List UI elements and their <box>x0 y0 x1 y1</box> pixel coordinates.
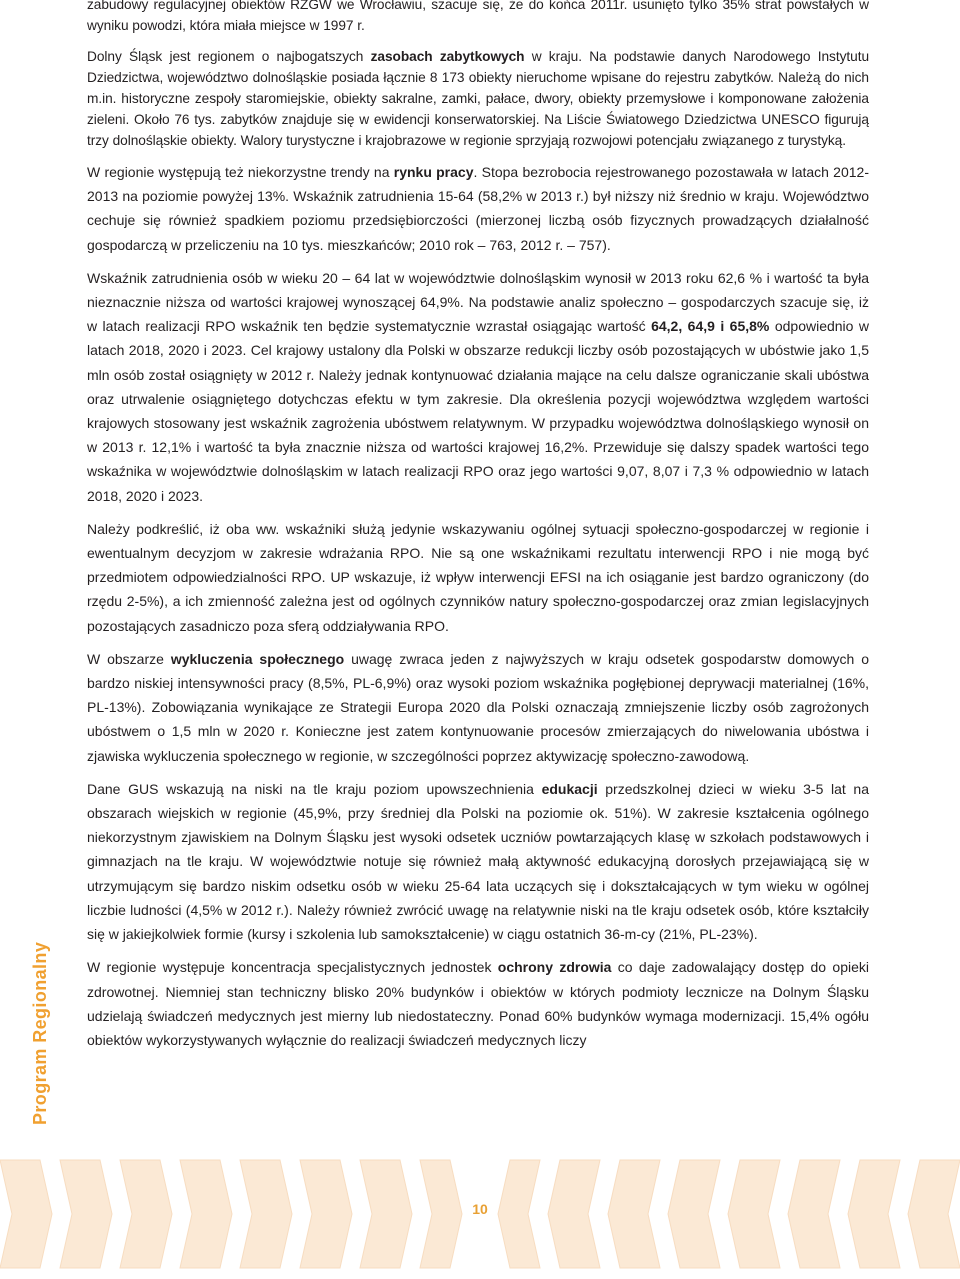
text-segment: Wskaźnik zatrudnienia osób w wieku 20 – 64 lat w województwie dolnośląskim wynosił w 2013 roku 62,6 % i wartość ta była nieznacznie niższa od wartości krajowej wynoszącej 64,9%. Na podstawie analiz społeczno – gospodarczych szacuje się, iż w latach realizacji RPO wskaźnik ten będzie systematycznie wzrastał osiągając wartość <box>87 269 869 335</box>
paragraph-indicators-note <box>87 517 869 638</box>
bold-term: edukacji <box>541 780 598 797</box>
paragraph-social-exclusion <box>87 647 869 768</box>
text-segment: zabudowy regulacyjnej obiektów RZGW we Wrocławiu, szacuje się, że do końca 2011r. usunięto tylko 35% strat powstałych w wyniku powodzi, która miała miejsce w 1997 r. <box>87 0 869 33</box>
paragraph-flood-losses <box>87 0 869 36</box>
text-segment: co daje zadowalający dostęp do opieki zdrowotnej. Niemniej stan techniczny blisko 20% budynków i obiektów w których podmioty lecznicze na Dolnym Śląsku udzielają świadczeń medycznych jest mierny lub niedostateczny. Ponad 60% budynków wymaga modernizacji. 15,4% ogółu obiektów wykorzystywanych wyłącznie do realizacji świadczeń medycznych liczy <box>87 959 869 1048</box>
text-segment: . Stopa bezrobocia rejestrowanego pozostawała w latach 2012-2013 na poziomie powyżej 13%. Wskaźnik zatrudnienia 15-64 (58,2% w 2013 r.) był niższy niż średnio w kraju. Województwo cechuje się również spadkiem poziomu przedsiębiorczości (mierzonej liczbą osób fizycznych prowadzących działalność gospodarczą w przeliczeniu na 10 tys. mieszkańców; 2010 rok – 763, 2012 r. – 757). <box>87 164 869 253</box>
decor-arrow-shape-right <box>498 1160 960 1268</box>
text-segment: W obszarze <box>87 650 171 667</box>
bold-term: wykluczenia społecznego <box>170 650 345 667</box>
paragraph-education <box>87 777 869 946</box>
paragraph-heritage <box>87 46 869 151</box>
text-segment: W regionie występuje koncentracja specjalistycznych jednostek <box>87 959 498 976</box>
text-segment: Dolny Śląsk jest regionem o najbogatszych <box>87 49 371 64</box>
bold-term: zasobach zabytkowych <box>370 49 525 64</box>
paragraph-health-care <box>87 955 869 1052</box>
text-segment: w kraju. Na podstawie danych Narodowego Instytutu Dziedzictwa, województwo dolnośląskie posiada łącznie 8 173 obiekty nieruchome wpisane do rejestru zabytków. Należą do nich m.in. historyczne zespoły staromiejskie, obiekty sakralne, zamki, pałace, dwory, obiekty przemysłowe i komponowane założenia zieleni. Około 76 tys. zabytków znajduje się w ewidencji konserwatorskiej. Na Liście Światowego Dziedzictwa UNESCO figurują trzy dolnośląskie obiekty. Walory turystyczne i krajobrazowe w regionie sprzyjają rozwojowi potencjału związanego z turystyką. <box>87 49 870 148</box>
document-body <box>87 0 869 1061</box>
text-segment: odpowiednio w latach 2018, 2020 i 2023. Cel krajowy ustalony dla Polski w obszarze redukcji liczby osób pozostających w ubóstwie jako 1,5 mln osób został osiągnięty w 2012 r. Należy jednak kontynuować działania mające na celu dalsze ograniczanie skali ubóstwa oraz utrwalenie osiągniętego dotychczas efektu w tym zakresie. Dla określenia pozycji województwa względem wartości krajowych stosowany jest wskaźnik zagrożenia ubóstwem relatywnym. W przypadku województwa dolnośląskiego wynosił on w 2013 r. 12,1% i wartość ta była znacznie niższa od wartości krajowej 16,2%. Przewiduje się dalszy spadek wartości tego wskaźnika w województwie dolnośląskim w latach realizacji RPO oraz jego wartości 9,07, 8,07 i 7,3 % odpowiednio w latach 2018, 2020 i 2023. <box>87 318 870 504</box>
bold-term: 64,2, 64,9 i 65,8% <box>651 318 770 335</box>
decor-arrow-shape <box>0 1160 462 1268</box>
bold-term: ochrony zdrowia <box>497 959 612 976</box>
paragraph-labour-market <box>87 160 869 257</box>
text-segment: Dane GUS wskazują na niski na tle kraju poziom upowszechnienia <box>87 780 542 797</box>
text-segment: przedszkolnej dzieci w wieku 3-5 lat na obszarach wiejskich w regionie (45,9%, przy średniej dla Polski na poziomie ok. 51%). W zakresie kształcenia ogólnego niekorzystnym zjawiskiem na Dolnym Śląsku jest wysoki odsetek uczniów powtarzających klasę w szkołach podstawowych i gimnazjach na tle kraju. W województwie notuje się również małą aktywność edukacyjną dorosłych przejawiającą się w utrzymującym się bardzo niskim odsetku osób w wieku 25-64 lata uczących się i dokształcających w tym wieku w ogólnej liczbie ludności (4,5% w 2012 r.). Należy również zwrócić uwagę na relatywnie niski na tle kraju odsetek osób, które kształciły się w jakiejkolwiek formie (kursy i szkolenia lub samokształcenie) w ciągu ostatnich 36-m-cy (21%, PL-23%). <box>87 780 869 943</box>
text-segment: uwagę zwraca jeden z najwyższych w kraju odsetek gospodarstw domowych o bardzo niskiej intensywności pracy (8,5%, PL-6,9%) oraz wysoki poziom wskaźnika pogłębionej deprywacji materialnej (16%, PL-13%). Zobowiązania wynikające ze Strategii Europa 2020 dla Polski oznaczają zmniejszenie liczby osób zagrożonych ubóstwem o 1,5 mln w 2020 r. Konieczne jest zatem kontynuowanie procesów zmierzających do niwelowania ubóstwa i zjawiska wykluczenia społecznego w regionie, w szczególności poprzez aktywizację społeczno-zawodową. <box>87 650 869 764</box>
text-segment: Należy podkreślić, iż oba ww. wskaźniki służą jedynie wskazywaniu ogólnej sytuacji społeczno-gospodarczej w regionie i ewentualnym decyzjom w zakresie wdrażania RPO. Nie są one wskaźnikami rezultatu interwencji RPO i nie mogą być przedmiotem odpowiedzialności RPO. UP wskazuje, iż wpływ interwencji EFSI na ich osiąganie jest bardzo ograniczony (do rzędu 2-5%), a ich zmienność zależna jest od ogólnych czynników natury społeczno-gospodarczej oraz zmian legislacyjnych pozostających zasadniczo poza sferą oddziaływania RPO. <box>87 520 869 634</box>
text-segment: W regionie występują też niekorzystne trendy na <box>87 164 394 180</box>
program-regionalny-side-label: Program Regionalny <box>30 941 50 1125</box>
paragraph-employment-rate <box>87 266 869 508</box>
page-number: 10 <box>472 1201 488 1217</box>
bold-term: rynku pracy <box>393 164 474 180</box>
